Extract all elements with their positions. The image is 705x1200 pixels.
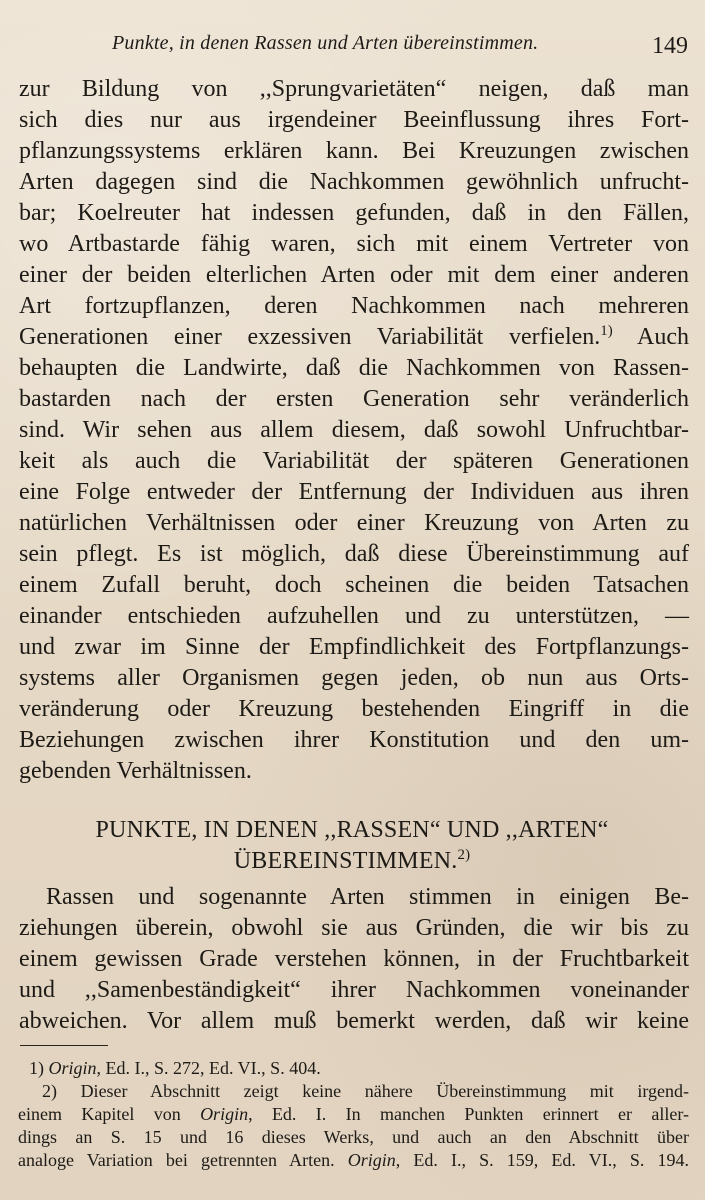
footnote-1-label: 1) bbox=[29, 1058, 44, 1078]
footnote-2-line-2-after: , Ed. I. In manchen Punkten erinnert er aller- bbox=[248, 1104, 690, 1124]
footnote-2-line-1-text: Dieser Abschnitt zeigt keine nähere Übereinstimmung mit irgend- bbox=[80, 1081, 689, 1101]
paragraph-line-15: natürlichen Verhältnissen oder einer Kreuzung von Arten zu bbox=[19, 510, 689, 536]
paragraph-line-22: Beziehungen zwischen ihrer Konstitution und den um- bbox=[19, 727, 689, 753]
footnote-2-line-4 bbox=[18, 1149, 689, 1172]
paragraph-line-9 bbox=[19, 322, 689, 353]
second-paragraph-line-5: abweichen. Vor allem muß bemerkt werden, daß wir keine bbox=[19, 1008, 689, 1034]
footnote-2-line-4-before: analoge Variation bei getrennten Arten. bbox=[18, 1150, 348, 1170]
paragraph-line-2: sich dies nur aus irgendeiner Beeinflussung ihres Fort- bbox=[19, 107, 689, 133]
paragraph-line-8: Art fortzupflanzen, deren Nachkommen nach mehreren bbox=[19, 293, 689, 319]
second-paragraph bbox=[19, 882, 689, 1037]
footnote-divider bbox=[20, 1045, 108, 1046]
paragraph-line-21: veränderung oder Kreuzung bestehenden Eingriff in die bbox=[19, 696, 689, 722]
second-paragraph-line-1: Rassen und sogenannte Arten stimmen in einigen Be- bbox=[46, 884, 689, 910]
paragraph-line-14: eine Folge entweder der Entfernung der Individuen aus ihren bbox=[19, 479, 689, 505]
paragraph-line-13: keit als auch die Variabilität der späteren Generationen bbox=[19, 448, 689, 474]
paragraph-line-6: wo Artbastarde fähig waren, sich mit einem Vertreter von bbox=[19, 231, 689, 257]
paragraph-line-12: sind. Wir sehen aus allem diesem, daß sowohl Unfruchtbar- bbox=[19, 417, 689, 443]
paragraph-line-9-text: Generationen einer exzessiven Variabilität verfielen. bbox=[19, 324, 601, 350]
second-paragraph-line-3: einem gewissen Grade verstehen können, in der Fruchtbarkeit bbox=[19, 946, 689, 972]
footnote-1 bbox=[18, 1057, 689, 1080]
paragraph-line-17: einem Zufall beruht, doch scheinen die beiden Tatsachen bbox=[19, 572, 689, 598]
paragraph-line-18: einander entschieden aufzuhellen und zu unterstützen, — bbox=[19, 603, 689, 629]
paragraph-line-4: Arten dagegen sind die Nachkommen gewöhnlich unfrucht- bbox=[19, 169, 689, 195]
paragraph-line-19: und zwar im Sinne der Empfindlichkeit des Fortpflanzungs- bbox=[19, 634, 689, 660]
footnote-1-origin: Origin bbox=[48, 1058, 97, 1078]
footnote-2-line-2 bbox=[18, 1103, 689, 1126]
second-paragraph-line-4: und ,,Samenbeständigkeit“ ihrer Nachkommen voneinander bbox=[19, 977, 689, 1003]
paragraph-line-23: gebenden Verhältnissen. bbox=[19, 758, 252, 784]
paragraph-line-16: sein pflegt. Es ist möglich, daß diese Übereinstimmung auf bbox=[19, 541, 689, 567]
footnote-marker-2: 2) bbox=[457, 847, 471, 863]
paragraph-line-3: pflanzungssystems erklären kann. Bei Kreuzungen zwischen bbox=[19, 138, 689, 164]
paragraph-line-9-tail: Auch bbox=[612, 324, 689, 350]
footnote-1-text: , Ed. I., S. 272, Ed. VI., S. 404. bbox=[96, 1058, 321, 1078]
section-heading-line-1: PUNKTE, IN DENEN ,,RASSEN“ UND ,,ARTEN“ bbox=[95, 817, 609, 843]
paragraph-line-5: bar; Koelreuter hat indessen gefunden, daß in den Fällen, bbox=[19, 200, 689, 226]
footnote-2-line-4-after: , Ed. I., S. 159, Ed. VI., S. 194. bbox=[395, 1150, 689, 1170]
paragraph-line-20: systems aller Organismen gegen jeden, ob nun aus Orts- bbox=[19, 665, 689, 691]
footnotes bbox=[18, 1057, 689, 1172]
section-heading-line-2 bbox=[42, 846, 662, 877]
footnote-2-line-1 bbox=[18, 1080, 689, 1103]
footnote-2-line-3: dings an S. 15 und 16 dieses Werks, und auch an den Abschnitt über bbox=[18, 1127, 689, 1147]
section-heading bbox=[42, 815, 662, 877]
footnote-2-line-2-origin: Origin bbox=[200, 1104, 249, 1124]
second-paragraph-line-2: ziehungen überein, obwohl sie aus Gründen, die wir bis zu bbox=[19, 915, 689, 941]
footnote-2-label: 2) bbox=[42, 1081, 57, 1101]
paragraph-line-1: zur Bildung von ,,Sprungvarietäten“ neigen, daß man bbox=[19, 76, 689, 102]
footnote-2-line-2-before: einem Kapitel von bbox=[18, 1104, 201, 1124]
footnote-marker-1: 1) bbox=[600, 323, 613, 339]
paragraph-line-11: bastarden nach der ersten Generation sehr veränderlich bbox=[19, 386, 689, 412]
main-paragraph bbox=[19, 74, 689, 787]
section-heading-title-end: ÜBEREINSTIMMEN. bbox=[233, 848, 458, 874]
footnote-2-line-4-origin: Origin bbox=[347, 1150, 396, 1170]
page-number: 149 bbox=[652, 33, 688, 59]
running-head: Punkte, in denen Rassen und Arten übereinstimmen. bbox=[112, 32, 539, 54]
paragraph-line-10: behaupten die Landwirte, daß die Nachkommen von Rassen- bbox=[19, 355, 689, 381]
paragraph-line-7: einer der beiden elterlichen Arten oder mit dem einer anderen bbox=[19, 262, 689, 288]
